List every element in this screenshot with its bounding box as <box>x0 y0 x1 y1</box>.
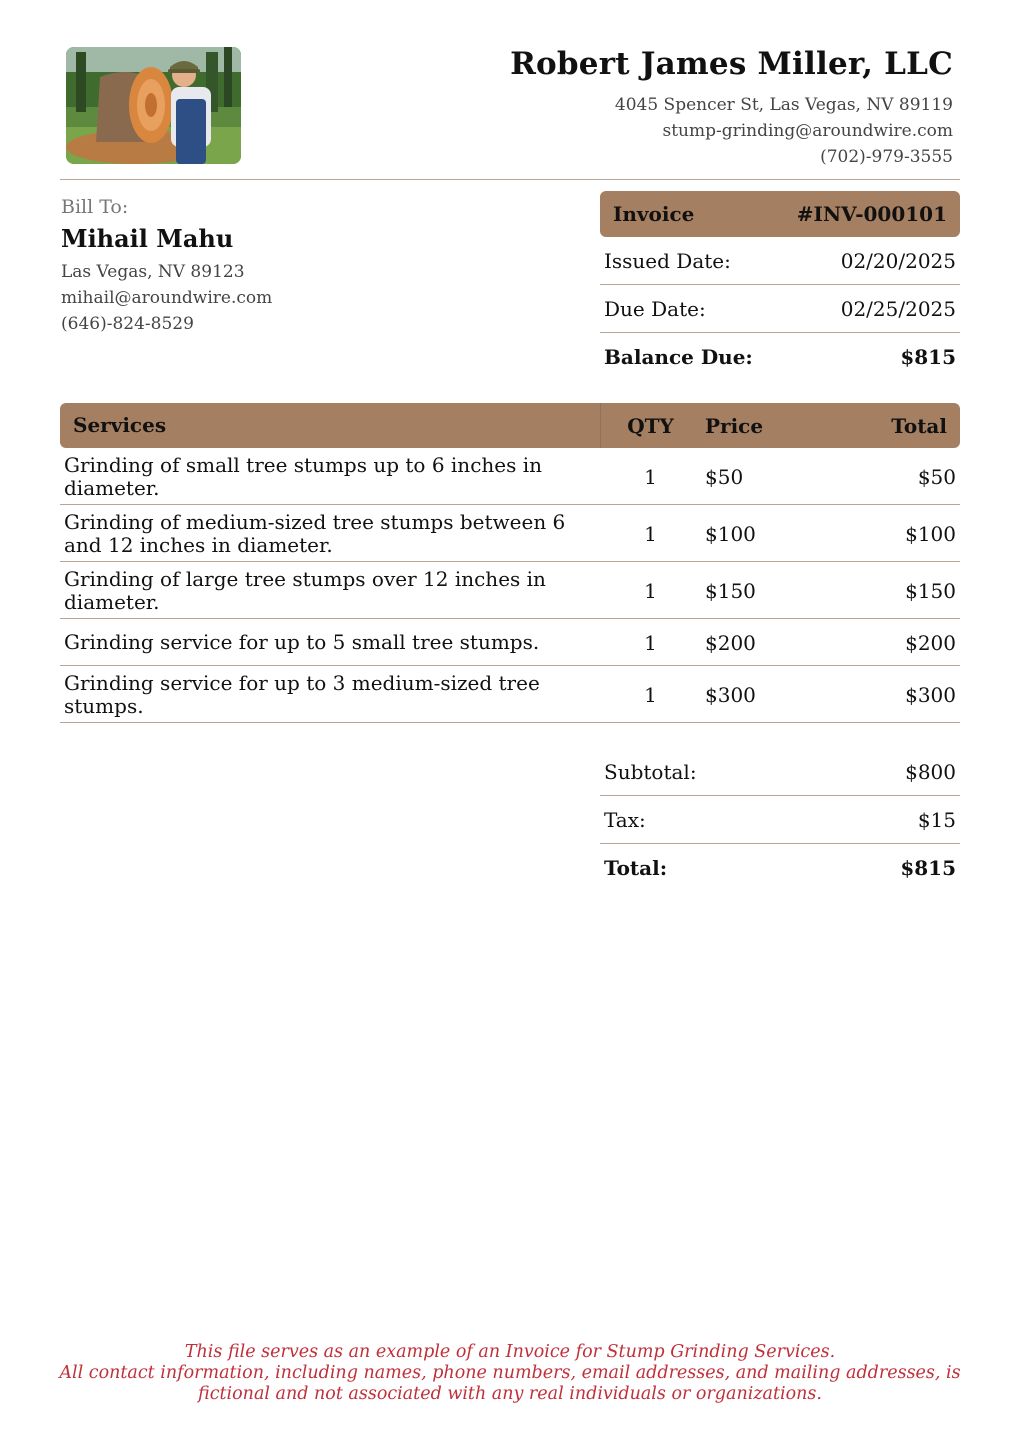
tax-value: $15 <box>917 807 956 832</box>
totals-section <box>600 748 960 891</box>
row-price: $150 <box>705 579 756 603</box>
due-date-label: Due Date: <box>604 296 706 321</box>
row-total: $150 <box>905 579 956 603</box>
bill-to-phone: (646)-824-8529 <box>61 314 194 334</box>
company-info <box>510 46 953 170</box>
row-description: Grinding of large tree stumps over 12 inches in diameter. <box>64 567 546 614</box>
row-total: $200 <box>905 631 956 655</box>
row-qty: 1 <box>644 683 657 707</box>
subtotal-label: Subtotal: <box>604 759 697 784</box>
issued-date-row <box>600 237 960 285</box>
invoice-number: #INV-000101 <box>796 202 947 226</box>
row-total: $50 <box>917 465 956 489</box>
invoice-label: Invoice <box>613 202 695 226</box>
total-row <box>600 844 960 891</box>
table-row <box>60 505 960 562</box>
row-qty: 1 <box>644 579 657 603</box>
company-logo-photo <box>66 47 241 164</box>
invoice-header <box>600 191 960 237</box>
bill-to-name: Mihail Mahu <box>61 224 234 253</box>
row-qty: 1 <box>644 522 657 546</box>
bill-to-email: mihail@aroundwire.com <box>61 288 273 308</box>
invoice-summary <box>600 191 960 380</box>
total-label: Total: <box>604 855 668 880</box>
company-address: 4045 Spencer St, Las Vegas, NV 89119 <box>614 95 953 115</box>
balance-due-row <box>600 333 960 380</box>
header-services: Services <box>73 413 167 437</box>
footer-line-3: fictional and not associated with any real individuals or organizations. <box>198 1384 822 1404</box>
subtotal-value: $800 <box>905 759 956 784</box>
bill-to-address: Las Vegas, NV 89123 <box>61 262 245 282</box>
header-total: Total <box>891 414 947 438</box>
row-description: Grinding of medium-sized tree stumps between 6 and 12 inches in diameter. <box>64 510 566 557</box>
total-value: $815 <box>900 855 956 880</box>
footer-line-2: All contact information, including names, phone numbers, email addresses, and mailing addresses, is <box>59 1363 961 1383</box>
row-description: Grinding service for up to 3 medium-sized tree stumps. <box>64 671 540 718</box>
header-divider <box>60 179 960 180</box>
header-qty: QTY <box>627 414 674 438</box>
table-row <box>60 448 960 505</box>
issued-date-label: Issued Date: <box>604 248 731 273</box>
header-price: Price <box>705 414 764 438</box>
balance-due-value: $815 <box>900 344 956 369</box>
table-row <box>60 666 960 723</box>
due-date-value: 02/25/2025 <box>840 296 956 321</box>
row-qty: 1 <box>644 465 657 489</box>
row-price: $50 <box>705 465 744 489</box>
bill-to-label: Bill To: <box>61 196 129 218</box>
footer-disclaimer <box>0 1342 1020 1405</box>
company-phone: (702)-979-3555 <box>820 147 953 167</box>
row-price: $100 <box>705 522 756 546</box>
tax-label: Tax: <box>604 807 646 832</box>
row-total: $100 <box>905 522 956 546</box>
tax-row <box>600 796 960 844</box>
row-qty: 1 <box>644 631 657 655</box>
balance-due-label: Balance Due: <box>604 344 753 369</box>
row-price: $200 <box>705 631 756 655</box>
bill-to-section <box>61 196 272 337</box>
issued-date-value: 02/20/2025 <box>840 248 956 273</box>
row-description: Grinding of small tree stumps up to 6 inches in diameter. <box>64 453 543 500</box>
company-email: stump-grinding@aroundwire.com <box>662 121 953 141</box>
company-name: Robert James Miller, LLC <box>510 46 953 82</box>
row-price: $300 <box>705 683 756 707</box>
row-description: Grinding service for up to 5 small tree stumps. <box>64 630 540 654</box>
worker-with-tree-stump-photo <box>66 47 241 164</box>
table-row <box>60 619 960 666</box>
table-row <box>60 562 960 619</box>
services-table <box>60 403 960 723</box>
due-date-row <box>600 285 960 333</box>
row-total: $300 <box>905 683 956 707</box>
services-table-header <box>60 403 960 448</box>
subtotal-row <box>600 748 960 796</box>
footer-line-1: This file serves as an example of an Invoice for Stump Grinding Services. <box>184 1342 836 1362</box>
